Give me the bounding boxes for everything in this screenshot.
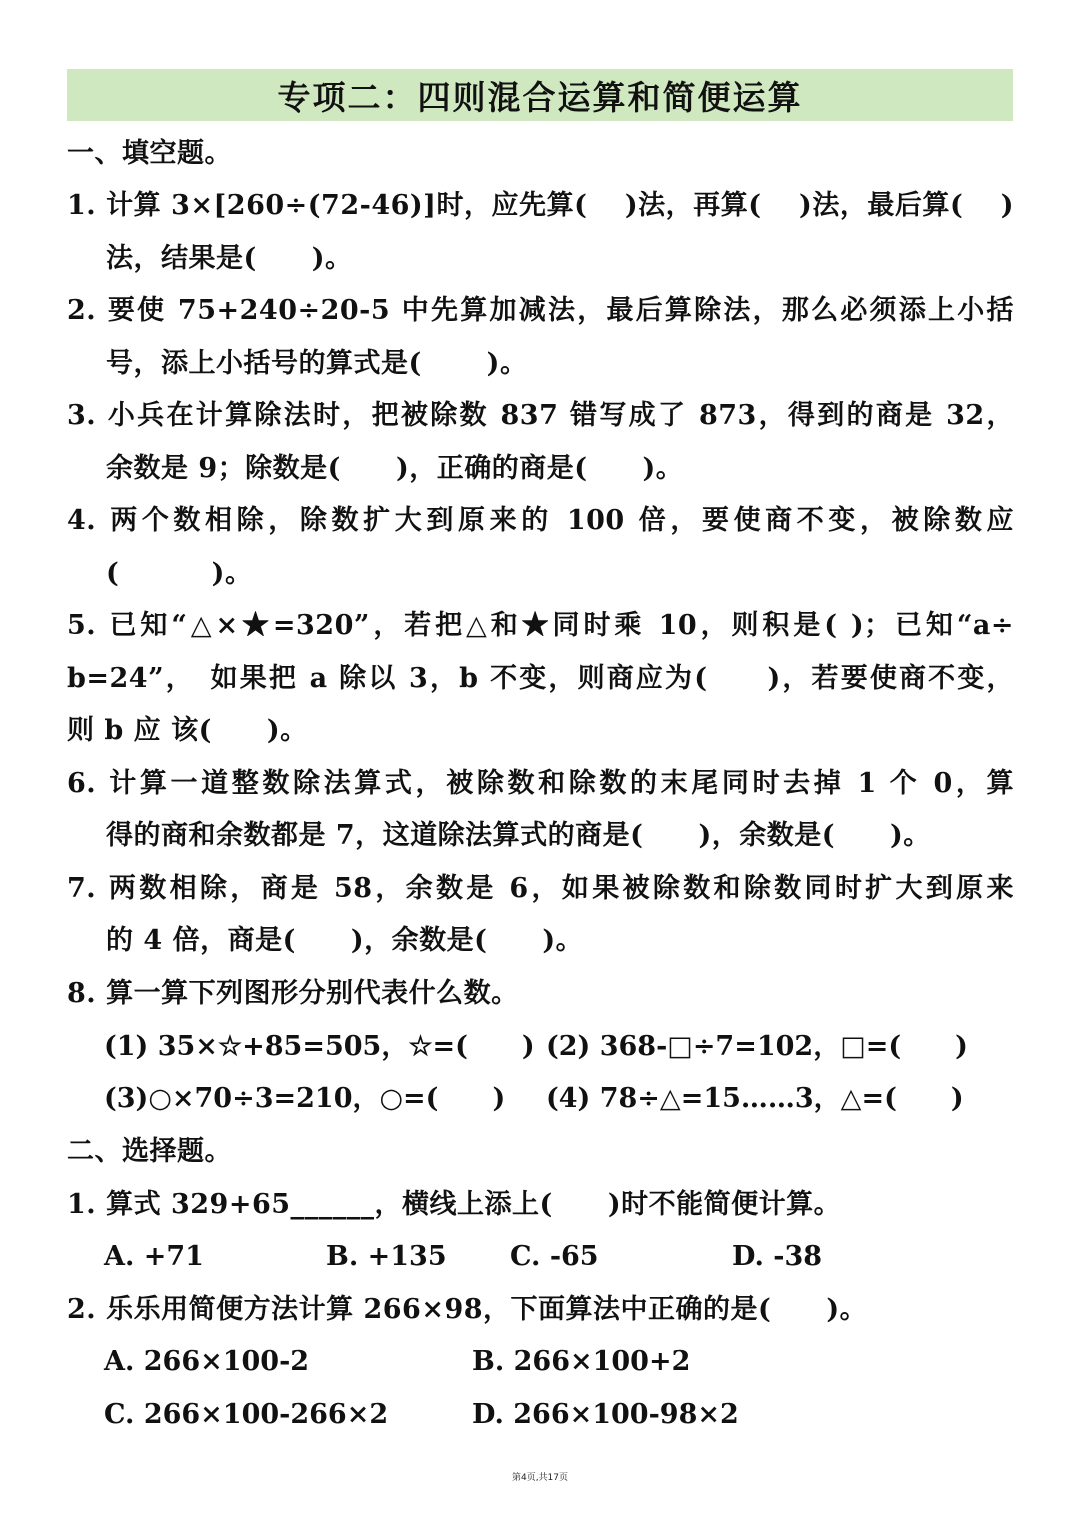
question-5-line-3: 则 b 应 该( )。 xyxy=(67,715,308,746)
question-4-line-1: 4. 两个数相除，除数扩大到原来的 100 倍，要使商不变，被除数应 xyxy=(67,505,1014,536)
question-3-line-2: 余数是 9；除数是( )，正确的商是( )。 xyxy=(106,453,684,484)
choice-2-option-d: D. 266×100-98×2 xyxy=(472,1399,739,1430)
choice-question-2: 2. 乐乐用简便方法计算 266×98，下面算法中正确的是( )。 xyxy=(67,1294,868,1325)
section-heading-multiple-choice: 二、选择题。 xyxy=(67,1136,232,1167)
question-3-line-1: 3. 小兵在计算除法时，把被除数 837 错写成了 873，得到的商是 32， xyxy=(67,400,1014,431)
section-heading-fill-blank: 一、填空题。 xyxy=(67,138,232,169)
choice-2-option-c: C. 266×100-266×2 xyxy=(104,1399,389,1430)
question-6-line-1: 6. 计算一道整数除法算式，被除数和除数的末尾同时去掉 1 个 0，算 xyxy=(67,768,1014,799)
question-7-line-1: 7. 两数相除，商是 58，余数是 6，如果被除数和除数同时扩大到原来 xyxy=(67,873,1014,904)
choice-1-option-d: D. -38 xyxy=(732,1241,823,1272)
question-2-line-1: 2. 要使 75+240÷20-5 中先算加减法，最后算除法，那么必须添上小括 xyxy=(67,295,1014,326)
question-5-line-2: b=24”， 如果把 a 除以 3，b 不变，则商应为( )，若要使商不变， xyxy=(67,663,1014,694)
choice-question-1: 1. 算式 329+65______，横线上添上( )时不能简便计算。 xyxy=(67,1189,842,1220)
choice-1-option-c: C. -65 xyxy=(510,1241,599,1272)
page-number: 第4页,共17页 xyxy=(511,1473,569,1483)
question-8-line-1: 8. 算一算下列图形分别代表什么数。 xyxy=(67,978,519,1009)
choice-2-option-a: A. 266×100-2 xyxy=(104,1346,310,1377)
choice-2-option-b: B. 266×100+2 xyxy=(472,1346,691,1377)
question-4-line-2: ( )。 xyxy=(106,558,253,589)
question-8-sub-1: (1) 35×☆+85=505，☆=( ) xyxy=(104,1031,535,1062)
question-5-line-1: 5. 已知“△×★=320”，若把△和★同时乘 10，则积是( )；已知“a÷ xyxy=(67,610,1014,641)
question-1-line-1: 1. 计算 3×[260÷(72-46)]时，应先算( )法，再算( )法，最后算( ) xyxy=(67,190,1014,221)
question-7-line-2: 的 4 倍，商是( )，余数是( )。 xyxy=(106,925,584,956)
question-6-line-2: 得的商和余数都是 7，这道除法算式的商是( )，余数是( )。 xyxy=(106,820,931,851)
choice-1-option-b: B. +135 xyxy=(326,1241,447,1272)
choice-1-option-a: A. +71 xyxy=(104,1241,204,1272)
page-title: 专项二：四则混合运算和简便运算 xyxy=(67,69,1013,121)
question-2-line-2: 号，添上小括号的算式是( )。 xyxy=(106,348,528,379)
question-8-sub-3: (3)○×70÷3=210，○=( ) xyxy=(104,1083,506,1114)
question-8-sub-4: (4) 78÷△=15……3，△=( ) xyxy=(546,1083,964,1114)
question-8-sub-2: (2) 368-□÷7=102，□=( ) xyxy=(546,1031,968,1062)
question-1-line-2: 法，结果是( )。 xyxy=(106,243,353,274)
